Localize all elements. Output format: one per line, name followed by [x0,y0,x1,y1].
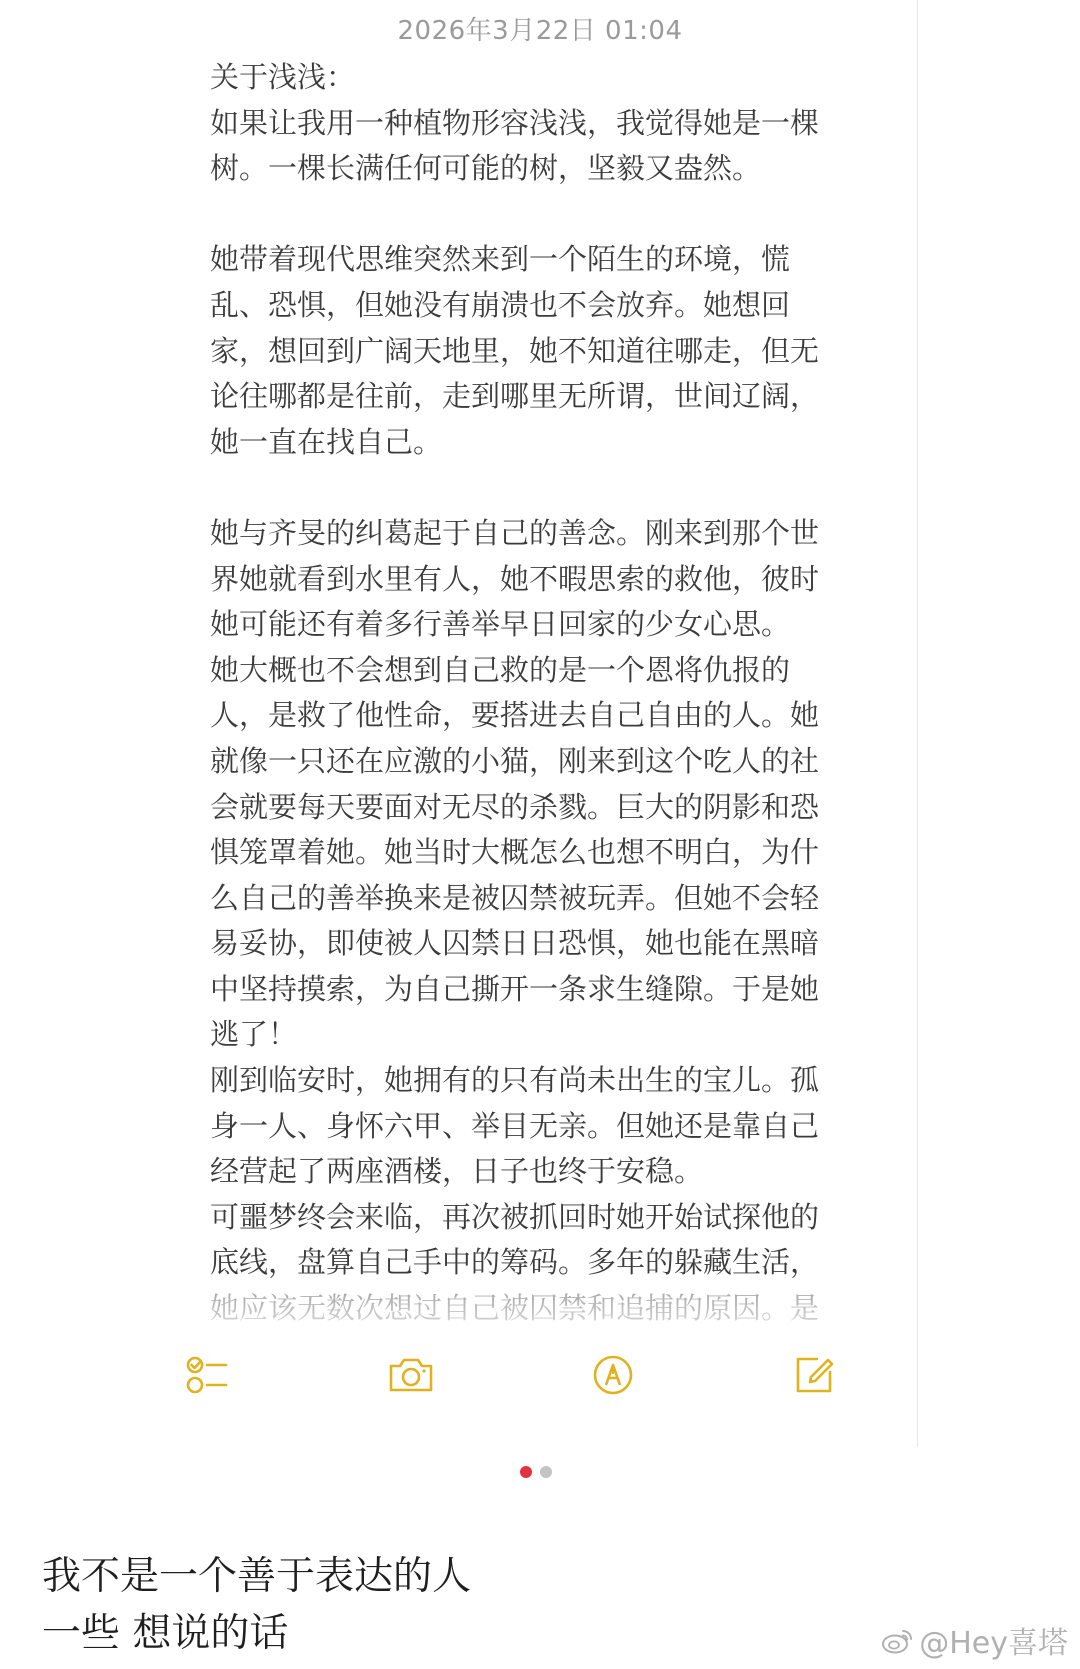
note-line: 逃了！ [210,1017,298,1052]
compose-button[interactable] [788,1350,838,1400]
note-line: 么自己的善举换来是被囚禁被玩弄。但她不会轻 [210,880,820,915]
note-line: 刚到临安时，她拥有的只有尚未出生的宝儿。孤 [210,1063,820,1098]
caption-line: 一些 想说的话 [42,1611,289,1656]
note-line: 她一直在找自己。 [210,424,443,459]
note-line: 就像一只还在应激的小猫，刚来到这个吃人的社 [210,743,820,778]
note-line: 人，是救了他性命，要搭进去自己自由的人。她 [210,698,820,733]
note-line: 关于浅浅： [210,60,356,94]
weibo-logo-icon [881,1625,915,1655]
camera-button[interactable] [386,1350,436,1400]
note-blank-line [210,465,860,511]
post-caption [42,1548,471,1662]
note-line: 易妥协，即使被人囚禁日日恐惧，她也能在黑暗 [210,926,820,961]
note-line: 她带着现代思维突然来到一个陌生的环境，慌 [210,242,791,277]
note-body [210,55,860,1332]
note-line: 家，想回到广阔天地里，她不知道往哪走，但无 [210,333,820,368]
panel-divider [917,0,918,1447]
note-line: 论往哪都是往前，走到哪里无所谓，世间辽阔， [210,379,820,414]
notes-toolbar [0,1350,917,1410]
checklist-button[interactable] [184,1350,234,1400]
image-pagination [520,1466,552,1478]
watermark-text: @Hey喜塔 [919,1626,1068,1661]
caption-line: 我不是一个善于表达的人 [42,1554,472,1599]
note-line: 树。一棵长满任何可能的树，坚毅又盎然。 [210,151,762,186]
pagination-dot[interactable] [540,1466,552,1478]
checklist-icon [184,1350,234,1400]
pagination-dot-active[interactable] [520,1466,532,1478]
note-line: 惧笼罩着她。她当时大概怎么也想不明白，为什 [210,835,820,870]
note-line: 会就要每天要面对无尽的杀戮。巨大的阴影和恐 [210,789,820,824]
note-line: 底线，盘算自己手中的筹码。多年的躲藏生活， [210,1245,820,1280]
note-line: 如果让我用一种植物形容浅浅，我觉得她是一棵 [210,105,820,140]
note-line: 她大概也不会想到自己救的是一个恩将仇报的 [210,652,791,687]
camera-icon [386,1350,436,1400]
note-line: 可噩梦终会来临，再次被抓回时她开始试探他的 [210,1199,820,1234]
note-line: 界她就看到水里有人，她不暇思索的救他，彼时 [210,561,820,596]
note-timestamp: 2026年3月22日 01:04 [397,16,683,46]
markup-button[interactable] [588,1350,638,1400]
compose-icon [788,1350,838,1400]
weibo-watermark [881,1618,1068,1662]
markup-pen-icon [588,1350,638,1400]
note-line: 乱、恐惧，但她没有崩溃也不会放弃。她想回 [210,287,791,322]
note-line: 她与齐旻的纠葛起于自己的善念。刚来到那个世 [210,515,820,550]
note-line: 经营起了两座酒楼，日子也终于安稳。 [210,1154,704,1189]
note-line: 身一人、身怀六甲、举目无亲。但她还是靠自己 [210,1108,820,1143]
note-blank-line [210,192,860,238]
note-line: 中坚持摸索，为自己撕开一条求生缝隙。于是她 [210,971,820,1006]
note-line: 她可能还有着多行善举早日回家的少女心思。 [210,607,791,642]
